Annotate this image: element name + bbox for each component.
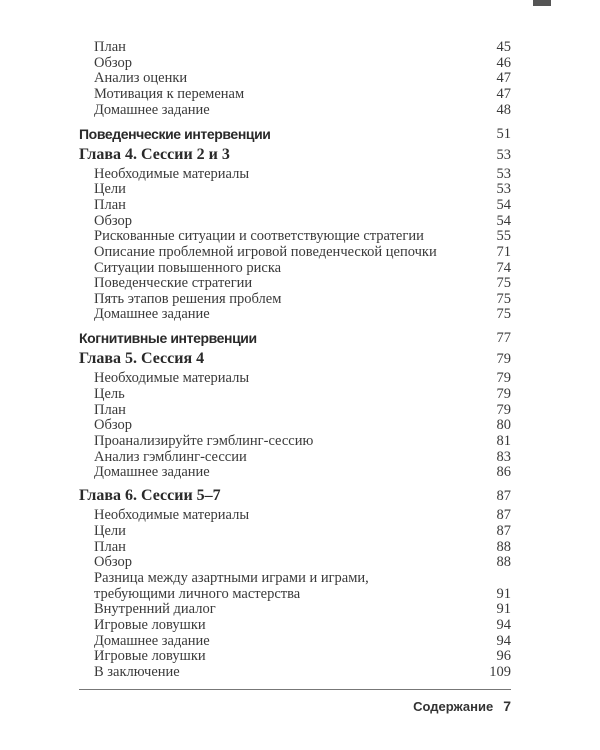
toc-entry-page: 79 [496, 370, 511, 387]
toc-entry-title: Домашнее задание [94, 306, 210, 323]
toc-entry-title: План [94, 538, 126, 555]
toc-entry-page: 79 [496, 351, 511, 368]
toc-entry-page: 75 [496, 306, 511, 323]
toc-entry-page: 88 [496, 538, 511, 555]
toc-entry-title: Игровые ловушки [94, 616, 206, 633]
toc-entry-title: Поведенческие интервенции [79, 125, 271, 142]
toc-entry-title: Глава 5. Сессия 4 [79, 350, 205, 368]
toc-entry [79, 523, 511, 539]
toc-entry [79, 601, 511, 617]
toc-entry-page: 74 [496, 259, 511, 276]
running-footer [413, 698, 511, 714]
toc-entry-page: 87 [496, 488, 511, 505]
toc-entry-title: Проанализируйте гэмблинг-сессию [94, 433, 314, 450]
toc-entry-page: 94 [496, 632, 511, 649]
toc-entry [79, 633, 511, 649]
toc-section-heading [79, 126, 511, 142]
toc-entry [79, 306, 511, 322]
toc-entry-page: 91 [496, 601, 511, 618]
toc-entry-page: 83 [496, 448, 511, 465]
toc-entry-page: 75 [496, 275, 511, 292]
toc-entry-page: 75 [496, 290, 511, 307]
toc-entry-page: 87 [496, 507, 511, 524]
footer-label: Содержание [413, 699, 494, 714]
toc-entry-title: Домашнее задание [94, 101, 210, 118]
toc-entry-page: 53 [496, 181, 511, 198]
toc-entry-title: Цели [94, 181, 126, 198]
toc-entry [79, 417, 511, 433]
toc-entry-page: 79 [496, 401, 511, 418]
toc-entry-page: 55 [496, 228, 511, 245]
toc-chapter-heading [79, 147, 511, 163]
toc-entry-title: Цель [94, 386, 125, 403]
toc-entry-page: 54 [496, 196, 511, 213]
toc-entry-title: Необходимые материалы [94, 370, 250, 387]
toc-entry-page: 86 [496, 464, 511, 481]
toc-entry [79, 648, 511, 664]
toc-entry [79, 275, 511, 291]
toc-entry [79, 570, 511, 586]
toc-entry-title: Ситуации повышенного риска [94, 259, 282, 276]
toc-entry [79, 464, 511, 480]
toc-entry-page: 96 [496, 648, 511, 665]
footer-rule [79, 689, 511, 690]
toc-entry [79, 370, 511, 386]
toc-entry [79, 244, 511, 260]
toc-entry-title: Домашнее задание [94, 632, 210, 649]
toc-entry-title: Обзор [94, 54, 132, 71]
toc-entry-page: 79 [496, 386, 511, 403]
toc-entry [79, 166, 511, 182]
toc-entry [79, 181, 511, 197]
toc-entry-title: Анализ оценки [94, 70, 188, 87]
toc-entry-page: 47 [496, 85, 511, 102]
toc-entry-title: требующими личного мастерства [94, 585, 301, 602]
toc-entry [79, 228, 511, 244]
toc-entry-title: Глава 4. Сессии 2 и 3 [79, 145, 230, 163]
toc-entry [79, 213, 511, 229]
toc-entry [79, 55, 511, 71]
toc-entry-page: 91 [496, 585, 511, 602]
toc-entry-page: 77 [496, 330, 511, 347]
toc-entry-title: Внутренний диалог [94, 601, 216, 618]
toc-entry-title: Необходимые материалы [94, 165, 250, 182]
toc-entry [79, 617, 511, 633]
toc-entry [79, 386, 511, 402]
toc-entry-page: 51 [496, 125, 511, 142]
toc-entry [79, 86, 511, 102]
toc-entry-page: 94 [496, 616, 511, 633]
toc-entry-page: 71 [496, 243, 511, 260]
toc-entry-title: Мотивация к переменам [94, 85, 245, 102]
toc-entry-title: Рискованные ситуации и соответствующие стратегии [94, 228, 424, 245]
page-number: 7 [503, 698, 511, 714]
toc-entry-title: План [94, 39, 126, 55]
toc-entry-title: Домашнее задание [94, 464, 210, 481]
toc-entry-title: Игровые ловушки [94, 648, 206, 665]
toc-entry-title: Когнитивные интервенции [79, 330, 257, 347]
toc-entry-title: Пять этапов решения проблем [94, 290, 282, 307]
toc-entry-page: 45 [496, 39, 511, 55]
toc-entry-page: 46 [496, 54, 511, 71]
toc-entry [79, 197, 511, 213]
toc-chapter-heading [79, 488, 511, 504]
toc-entry [79, 291, 511, 307]
toc-entry-title: План [94, 401, 126, 418]
toc-entry-title: Разница между азартными играми и играми, [94, 569, 369, 586]
toc-entry-title: Необходимые материалы [94, 507, 250, 524]
toc-entry [79, 260, 511, 276]
toc-entry-page: 53 [496, 165, 511, 182]
toc-chapter-heading [79, 351, 511, 367]
toc-entry-title: Обзор [94, 554, 132, 571]
toc-entry-title: Обзор [94, 417, 132, 434]
toc-entry [79, 664, 511, 680]
toc-entry-page: 80 [496, 417, 511, 434]
toc-entry-page: 47 [496, 70, 511, 87]
toc-entry-title: Обзор [94, 212, 132, 229]
toc-entry [79, 433, 511, 449]
toc-entry [79, 402, 511, 418]
scan-artifact [533, 0, 551, 6]
toc-entry [79, 449, 511, 465]
toc-entry-title: План [94, 196, 126, 213]
toc-entry-page: 109 [489, 663, 511, 680]
toc-section-heading [79, 330, 511, 346]
toc-entry-title: Цели [94, 523, 126, 539]
toc-entry-title: В заключение [94, 663, 180, 680]
toc-entry [79, 70, 511, 86]
toc-entry-title: Глава 6. Сессии 5–7 [79, 487, 221, 505]
toc-entry-title: Описание проблемной игровой поведенческой цепочки [94, 243, 437, 260]
toc-entry-page: 53 [496, 146, 511, 163]
toc-entry-title: Поведенческие стратегии [94, 275, 253, 292]
toc-entry [79, 507, 511, 523]
toc-entry [79, 554, 511, 570]
toc-entry [79, 586, 511, 602]
toc-entry [79, 39, 511, 55]
toc-entry [79, 539, 511, 555]
toc-entry-page: 88 [496, 554, 511, 571]
toc-entry-title: Анализ гэмблинг-сессии [94, 448, 247, 465]
toc-entry-page: 48 [496, 101, 511, 118]
toc-entry-page: 87 [496, 523, 511, 539]
toc-entry [79, 102, 511, 118]
toc-entry-page: 81 [496, 433, 511, 450]
toc-entry-page: 54 [496, 212, 511, 229]
